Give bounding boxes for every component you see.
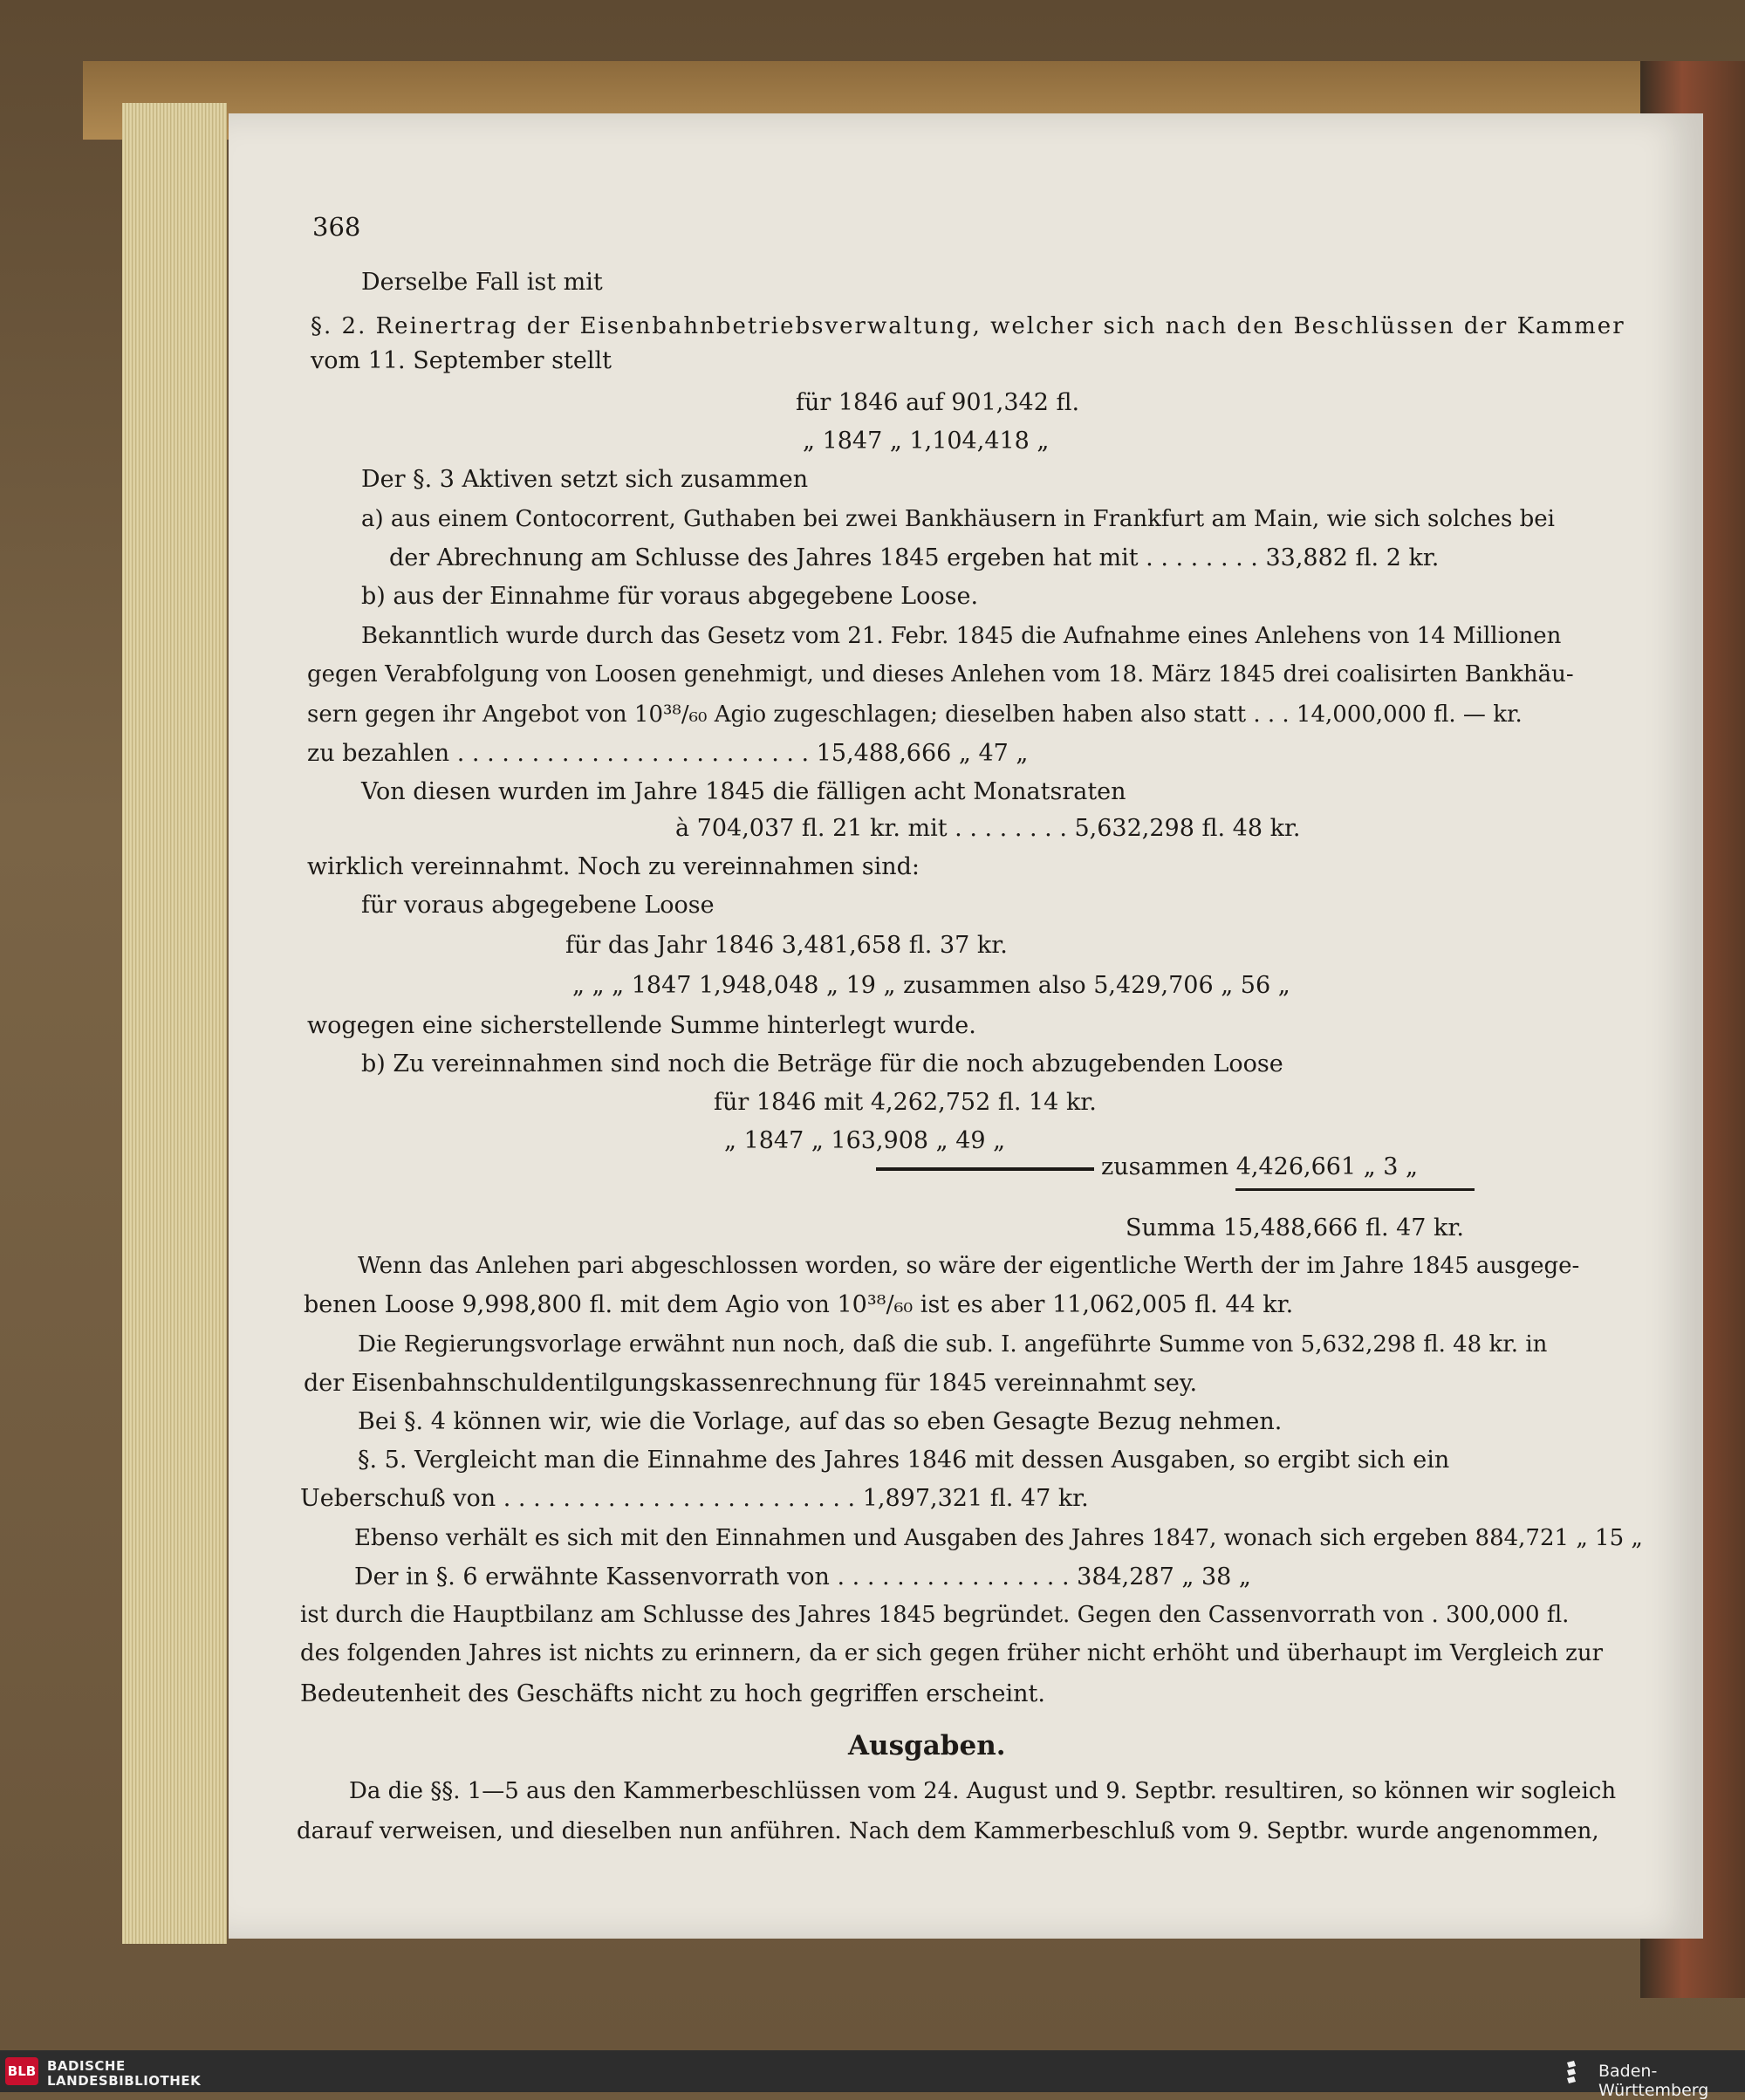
text-line: wirklich vereinnahmt. Noch zu vereinnahmen sind:	[307, 853, 920, 880]
text-line: darauf verweisen, und dieselben nun anführen. Nach dem Kammerbeschluß vom 9. Septbr. wurde angenommen,	[297, 1818, 1599, 1844]
text-line: sern gegen ihr Angebot von 10³⁸/₆₀ Agio zugeschlagen; dieselben haben also statt . . . 14,000,000 fl. — kr.	[307, 701, 1523, 728]
text-line: à 704,037 fl. 21 kr. mit . . . . . . . . 5,632,298 fl. 48 kr.	[675, 815, 1301, 842]
text-line: Derselbe Fall ist mit	[361, 269, 603, 296]
text-line: Ueberschuß von . . . . . . . . . . . . . . . . . . . . . . . . 1,897,321 fl. 47 kr.	[300, 1485, 1089, 1512]
text-line: Bedeutenheit des Geschäfts nicht zu hoch gegriffen erscheint.	[300, 1680, 1045, 1707]
text-line: Ebenso verhält es sich mit den Einnahmen und Ausgaben des Jahres 1847, wonach sich ergeben 884,721 „ 15 „	[354, 1525, 1643, 1551]
text-line: der Abrechnung am Schlusse des Jahres 1845 ergeben hat mit . . . . . . . . 33,882 fl. 2 kr.	[389, 544, 1440, 571]
footer-bar	[0, 2050, 1745, 2092]
text-line: ist durch die Hauptbilanz am Schlusse des Jahres 1845 begründet. Gegen den Cassenvorrath von . 300,000 fl.	[300, 1602, 1570, 1628]
text-line: Bekanntlich wurde durch das Gesetz vom 21. Febr. 1845 die Aufnahme eines Anlehens von 14 Millionen	[361, 623, 1562, 649]
text-line: für 1846 auf 901,342 fl.	[796, 389, 1080, 416]
text-line: für das Jahr 1846 3,481,658 fl. 37 kr.	[565, 932, 1008, 959]
lions-icon	[1564, 2057, 1590, 2085]
library-name-line1: BADISCHE	[47, 2058, 126, 2074]
text-line: vom 11. September stellt	[311, 347, 612, 374]
text-line: Summa 15,488,666 fl. 47 kr.	[1126, 1214, 1464, 1242]
text-line: „ „ „ 1847 1,948,048 „ 19 „ zusammen also 5,429,706 „ 56 „	[572, 972, 1290, 999]
page-number: 368	[312, 212, 361, 242]
text-line: benen Loose 9,998,800 fl. mit dem Agio von 10³⁸/₆₀ ist es aber 11,062,005 fl. 44 kr.	[304, 1291, 1294, 1318]
text-line: gegen Verabfolgung von Loosen genehmigt, und dieses Anlehen vom 18. März 1845 drei coalisirten Bankhäu-	[307, 661, 1574, 687]
section-heading: Ausgaben.	[848, 1730, 1006, 1761]
text-line: Die Regierungsvorlage erwähnt nun noch, daß die sub. I. angeführte Summe von 5,632,298 fl. 48 kr. in	[358, 1331, 1548, 1358]
text-line: zusammen 4,426,661 „ 3 „	[1101, 1153, 1419, 1180]
text-line: für 1846 mit 4,262,752 fl. 14 kr.	[714, 1089, 1097, 1116]
total-rule	[1235, 1188, 1475, 1191]
text-line: Wenn das Anlehen pari abgeschlossen worden, so wäre der eigentliche Werth der im Jahre 1845 ausgege-	[358, 1253, 1580, 1279]
page-edges	[122, 103, 227, 1944]
text-line: des folgenden Jahres ist nichts zu erinnern, da er sich gegen früher nicht erhöht und überhaupt im Vergleich zur	[300, 1640, 1604, 1666]
text-line: der Eisenbahnschuldentilgungskassenrechnung für 1845 vereinnahmt sey.	[304, 1370, 1198, 1397]
text-line: Der §. 3 Aktiven setzt sich zusammen	[361, 466, 809, 493]
text-line: Der in §. 6 erwähnte Kassenvorrath von . . . . . . . . . . . . . . . . 384,287 „ 38 „	[354, 1563, 1251, 1590]
text-line: „ 1847 „ 163,908 „ 49 „	[724, 1127, 1006, 1154]
text-line: §. 2. Reinertrag der Eisenbahnbetriebsverwaltung, welcher sich nach den Beschlüssen der Kammer	[311, 313, 1625, 339]
text-line: „ 1847 „ 1,104,418 „	[803, 428, 1050, 455]
text-line: a) aus einem Contocorrent, Guthaben bei zwei Bankhäusern in Frankfurt am Main, wie sich solches bei	[361, 506, 1555, 532]
text-line: Bei §. 4 können wir, wie die Vorlage, auf das so eben Gesagte Bezug nehmen.	[358, 1408, 1283, 1435]
text-line: Da die §§. 1—5 aus den Kammerbeschlüssen vom 24. August und 9. Septbr. resultiren, so können wir sogleich	[349, 1778, 1617, 1804]
text-line: b) aus der Einnahme für voraus abgegebene Loose.	[361, 583, 979, 610]
text-line: b) Zu vereinnahmen sind noch die Beträge für die noch abzugebenden Loose	[361, 1050, 1283, 1077]
text-line: für voraus abgegebene Loose	[361, 892, 715, 919]
library-name-line2: LANDESBIBLIOTHEK	[47, 2073, 202, 2089]
blb-logo: BLB	[5, 2057, 38, 2085]
state-name: Baden-Württemberg	[1598, 2062, 1709, 2100]
text-line: §. 5. Vergleicht man die Einnahme des Jahres 1846 mit dessen Ausgaben, so ergibt sich ein	[358, 1447, 1450, 1474]
text-line: wogegen eine sicherstellende Summe hinterlegt wurde.	[307, 1012, 976, 1039]
text-line: zu bezahlen . . . . . . . . . . . . . . . . . . . . . . . . 15,488,666 „ 47 „	[307, 740, 1029, 767]
text-line: Von diesen wurden im Jahre 1845 die fälligen acht Monatsraten	[361, 778, 1126, 805]
sum-rule	[876, 1167, 1094, 1171]
